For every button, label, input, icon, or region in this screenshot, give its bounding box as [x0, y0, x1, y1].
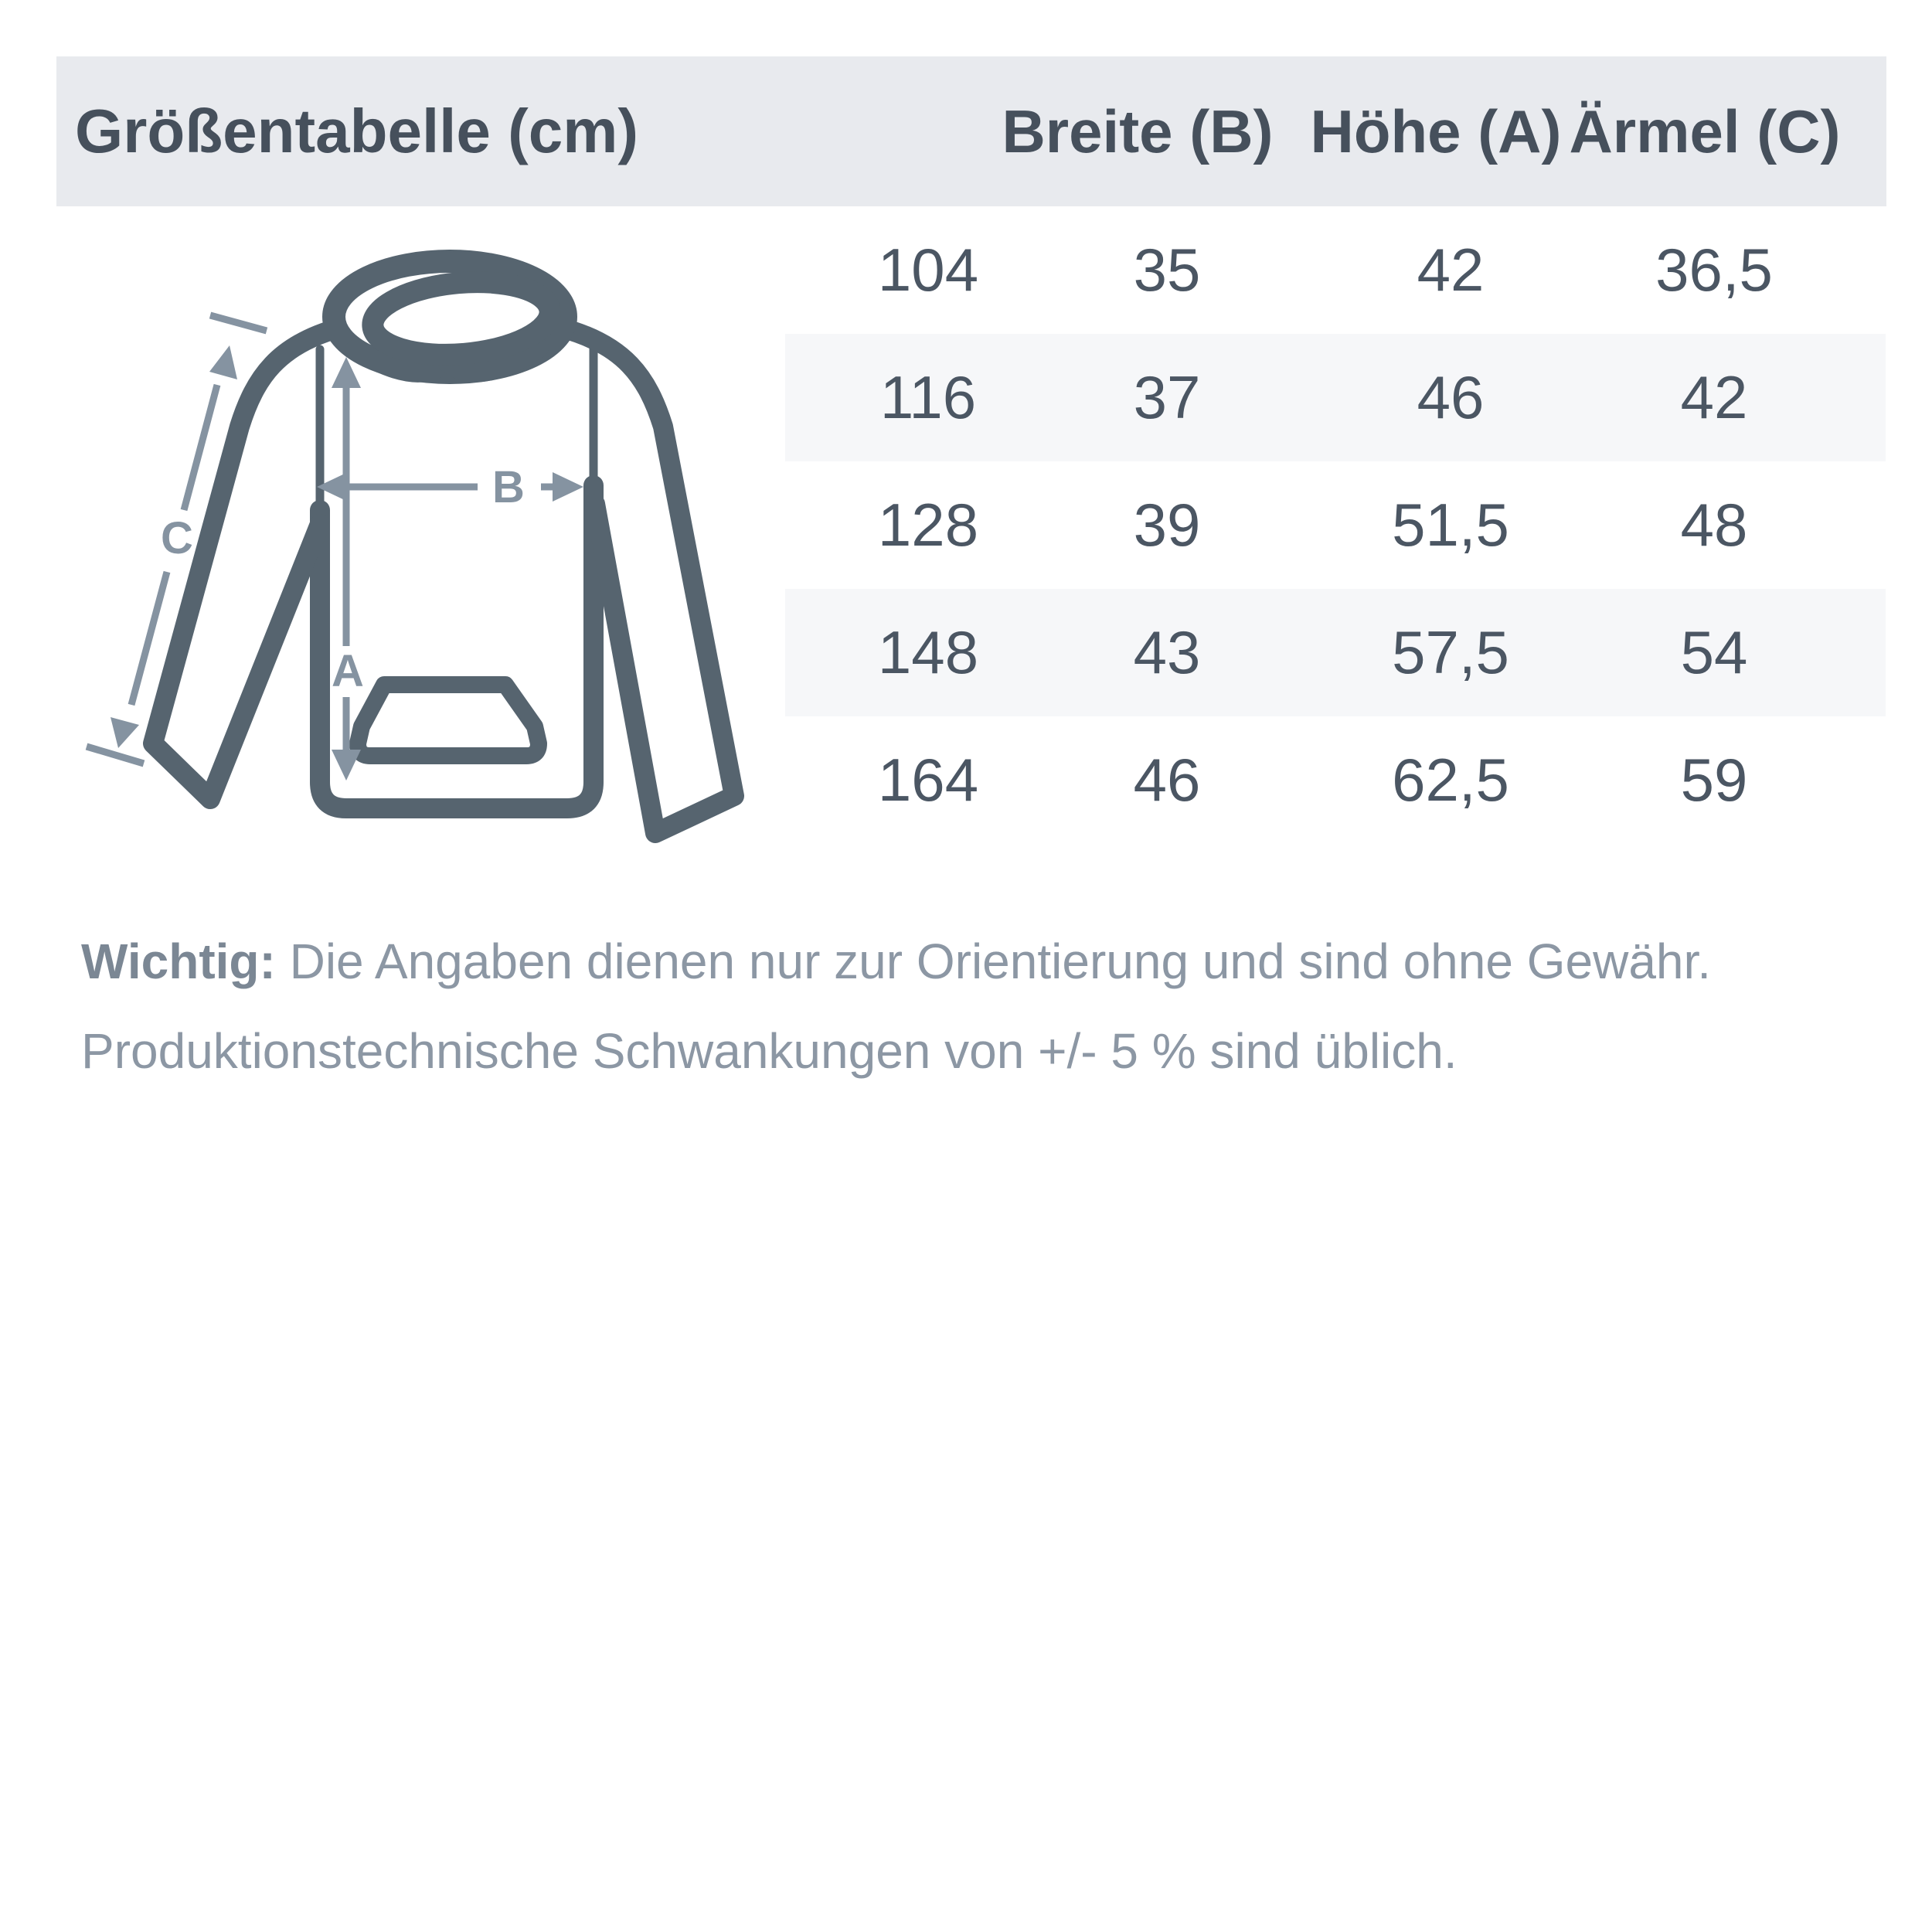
table-row [785, 334, 1886, 461]
table-row [785, 716, 1886, 844]
cell-size: 116 [879, 363, 977, 431]
cell-size: 128 [877, 491, 979, 559]
table-row [785, 206, 1886, 334]
label-b: B [492, 462, 525, 512]
cell-aermel: 54 [1680, 618, 1748, 686]
size-table-rows [785, 206, 1886, 844]
cell-hoehe: 51,5 [1392, 491, 1509, 559]
cell-hoehe: 62,5 [1392, 746, 1509, 814]
column-header-aermel: Ärmel (C) [1569, 97, 1841, 165]
table-title: Größentabelle (cm) [75, 97, 639, 165]
footer-note-label: Wichtig: [81, 934, 276, 989]
table-row [785, 461, 1886, 589]
cell-aermel: 36,5 [1655, 236, 1773, 304]
column-header-breite: Breite (B) [1002, 97, 1274, 165]
measure-arrow-b-icon [317, 472, 583, 502]
cell-hoehe: 42 [1417, 236, 1485, 304]
hoodie-diagram-icon [0, 0, 819, 866]
cell-size: 164 [877, 746, 979, 814]
footer-note-line2: Produktionstechnische Schwankungen von +/- 5 % sind üblich. [81, 1023, 1458, 1079]
cell-breite: 43 [1133, 618, 1201, 686]
label-a: A [332, 646, 364, 696]
cell-breite: 46 [1133, 746, 1201, 814]
label-c: C [161, 513, 193, 563]
measure-arrow-a-icon [332, 357, 361, 781]
cell-breite: 39 [1133, 491, 1201, 559]
cell-aermel: 48 [1680, 491, 1748, 559]
table-row [785, 589, 1886, 716]
hoodie-pocket [358, 685, 539, 756]
footer-note [81, 917, 1797, 1096]
cell-aermel: 59 [1680, 746, 1748, 814]
cell-breite: 37 [1133, 363, 1201, 431]
cell-size: 148 [877, 618, 979, 686]
cell-size: 104 [877, 236, 979, 304]
column-header-hoehe: Höhe (A) [1310, 97, 1562, 165]
footer-note-line1: Die Angaben dienen nur zur Orientierung und sind ohne Gewähr. [275, 934, 1712, 989]
cell-breite: 35 [1133, 236, 1201, 304]
cell-hoehe: 57,5 [1392, 618, 1509, 686]
hood-opening [369, 275, 553, 362]
cell-hoehe: 46 [1417, 363, 1485, 431]
cell-aermel: 42 [1680, 363, 1748, 431]
